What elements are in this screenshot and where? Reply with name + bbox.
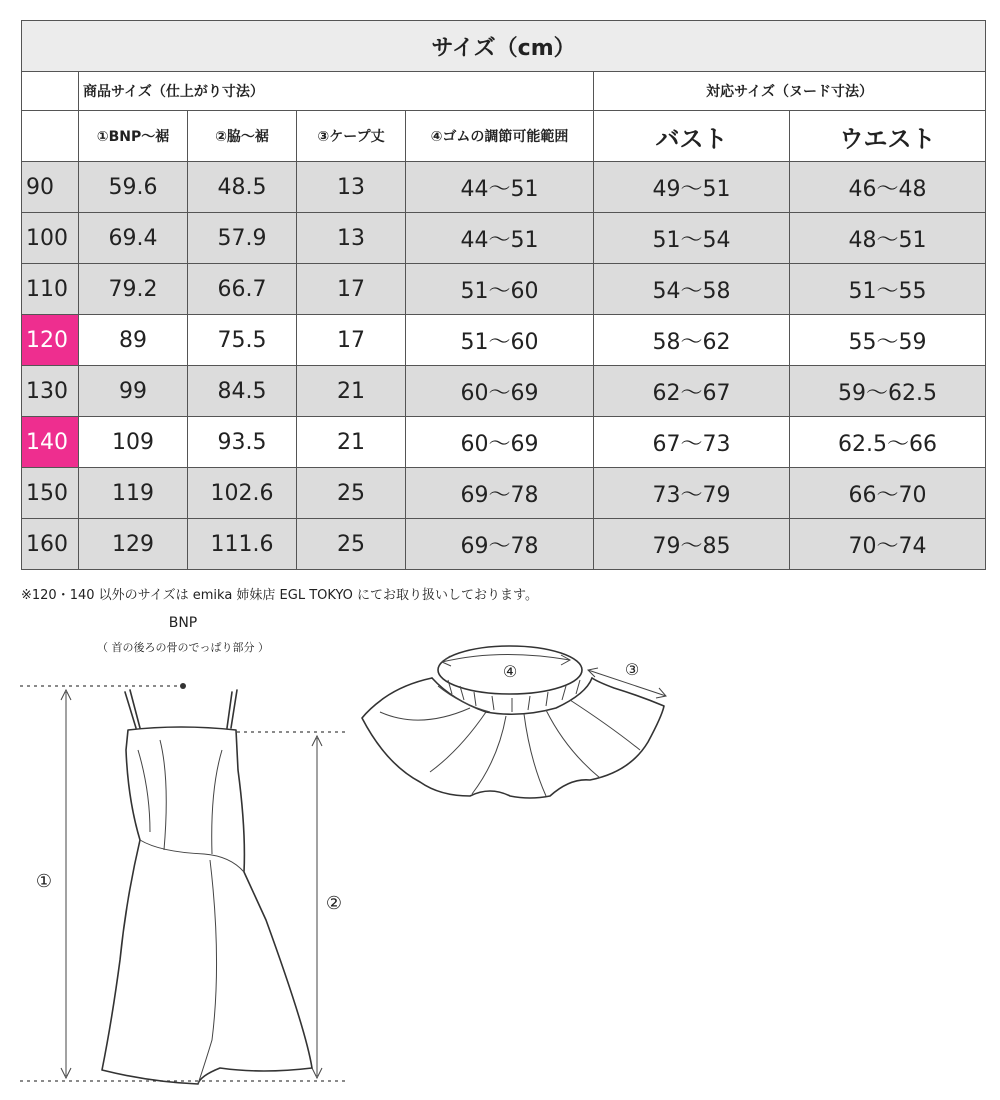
side-hem-cell: 66.7 — [188, 264, 297, 315]
measure-3-label: ③ — [624, 660, 640, 679]
waist-cell: 59～62.5 — [790, 366, 986, 417]
cape-length-cell: 25 — [297, 519, 406, 570]
group-product-size: 商品サイズ（仕上がり寸法） — [79, 72, 594, 111]
cape-length-cell: 21 — [297, 366, 406, 417]
cape-length-cell: 25 — [297, 468, 406, 519]
elastic-range-cell: 51～60 — [406, 315, 594, 366]
bust-cell: 67～73 — [594, 417, 790, 468]
side-hem-cell: 75.5 — [188, 315, 297, 366]
table-row — [22, 213, 986, 264]
measure-4-label: ④ — [502, 662, 518, 681]
cape-length-cell: 13 — [297, 213, 406, 264]
bnp-dot — [180, 683, 186, 689]
empty-corner-cell — [22, 72, 79, 111]
cape-length-cell: 21 — [297, 417, 406, 468]
bust-cell: 54～58 — [594, 264, 790, 315]
bust-cell: 62～67 — [594, 366, 790, 417]
bnp-hem-cell: 129 — [79, 519, 188, 570]
elastic-range-cell: 69～78 — [406, 468, 594, 519]
waist-cell: 51～55 — [790, 264, 986, 315]
side-hem-cell: 111.6 — [188, 519, 297, 570]
measure-1-label: ① — [35, 871, 53, 892]
table-row — [22, 417, 986, 468]
table-row — [22, 264, 986, 315]
bnp-hem-cell: 109 — [79, 417, 188, 468]
header-bust: バスト — [594, 111, 790, 162]
group-header-row — [22, 72, 986, 111]
table-title: サイズ（cm） — [22, 21, 986, 72]
table-row — [22, 162, 986, 213]
bnp-hem-cell: 59.6 — [79, 162, 188, 213]
table-row — [22, 315, 986, 366]
measure-1-arrow — [61, 690, 71, 1078]
garment-diagram — [0, 600, 1000, 1100]
elastic-range-cell: 60～69 — [406, 366, 594, 417]
elastic-range-cell: 69～78 — [406, 519, 594, 570]
size-cell: 130 — [22, 366, 79, 417]
bust-cell: 49～51 — [594, 162, 790, 213]
column-header-row — [22, 111, 986, 162]
table-row — [22, 519, 986, 570]
bnp-hem-cell: 79.2 — [79, 264, 188, 315]
side-hem-cell: 57.9 — [188, 213, 297, 264]
header-side-hem: ②脇～裾 — [188, 111, 297, 162]
bnp-hem-cell: 119 — [79, 468, 188, 519]
side-hem-cell: 48.5 — [188, 162, 297, 213]
size-cell: 100 — [22, 213, 79, 264]
header-bnp-hem: ①BNP～裾 — [79, 111, 188, 162]
table-title-row — [22, 21, 986, 72]
elastic-range-cell: 44～51 — [406, 213, 594, 264]
elastic-range-cell: 44～51 — [406, 162, 594, 213]
table-row — [22, 366, 986, 417]
footnote: ※120・140 以外のサイズは emika 姉妹店 EGL TOKYO にてお取り扱いしております。 — [21, 588, 538, 603]
size-cell: 120 — [22, 315, 79, 366]
cape-length-cell: 17 — [297, 264, 406, 315]
elastic-range-cell: 60～69 — [406, 417, 594, 468]
bnp-label: BNP — [168, 615, 198, 631]
dress-drawing — [102, 690, 312, 1084]
waist-cell: 70～74 — [790, 519, 986, 570]
table-row — [22, 468, 986, 519]
bust-cell: 73～79 — [594, 468, 790, 519]
waist-cell: 62.5～66 — [790, 417, 986, 468]
bust-cell: 51～54 — [594, 213, 790, 264]
bust-cell: 79～85 — [594, 519, 790, 570]
size-cell: 110 — [22, 264, 79, 315]
header-cape-length: ③ケープ丈 — [297, 111, 406, 162]
group-fit-size: 対応サイズ（ヌード寸法） — [594, 72, 986, 111]
measure-2-label: ② — [325, 893, 343, 914]
side-hem-cell: 93.5 — [188, 417, 297, 468]
waist-cell: 46～48 — [790, 162, 986, 213]
elastic-range-cell: 51～60 — [406, 264, 594, 315]
side-hem-cell: 84.5 — [188, 366, 297, 417]
bnp-hem-cell: 99 — [79, 366, 188, 417]
bust-cell: 58～62 — [594, 315, 790, 366]
header-elastic-range: ④ゴムの調節可能範囲 — [406, 111, 594, 162]
side-hem-cell: 102.6 — [188, 468, 297, 519]
header-waist: ウエスト — [790, 111, 986, 162]
waist-cell: 55～59 — [790, 315, 986, 366]
cape-length-cell: 17 — [297, 315, 406, 366]
cape-length-cell: 13 — [297, 162, 406, 213]
bnp-note: （ 首の後ろの骨のでっぱり部分 ） — [97, 641, 269, 654]
size-cell: 140 — [22, 417, 79, 468]
empty-corner-cell — [22, 111, 79, 162]
size-cell: 90 — [22, 162, 79, 213]
size-cell: 160 — [22, 519, 79, 570]
bnp-hem-cell: 89 — [79, 315, 188, 366]
waist-cell: 48～51 — [790, 213, 986, 264]
size-cell: 150 — [22, 468, 79, 519]
bnp-hem-cell: 69.4 — [79, 213, 188, 264]
size-table — [21, 20, 986, 570]
measure-2-arrow — [312, 736, 322, 1078]
waist-cell: 66～70 — [790, 468, 986, 519]
